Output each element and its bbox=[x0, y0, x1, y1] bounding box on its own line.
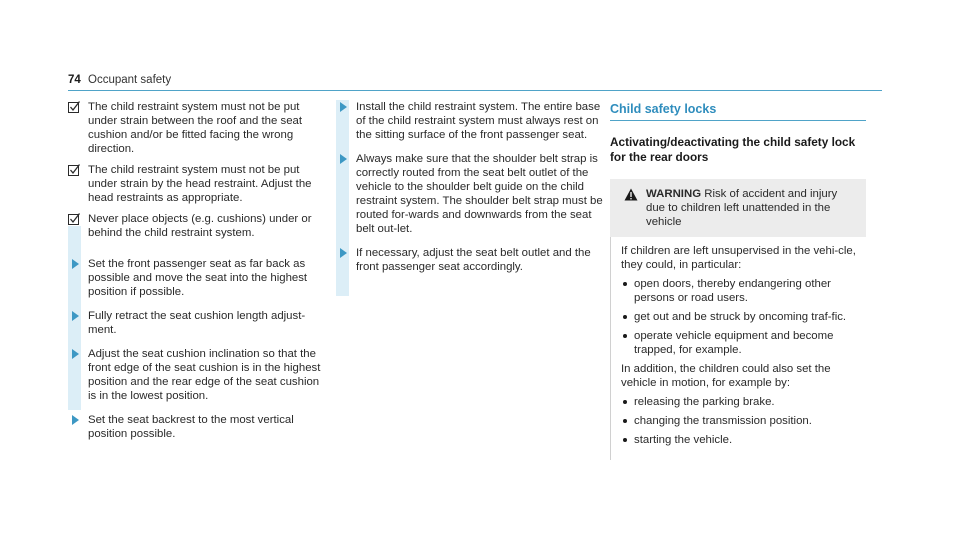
checklist bbox=[68, 100, 330, 240]
checklist-text: Never place objects (e.g. cushions) under or behind the child restraint system. bbox=[88, 213, 312, 239]
arrow-right-icon bbox=[72, 311, 79, 321]
bullet-icon bbox=[623, 334, 627, 338]
list-item bbox=[621, 414, 858, 428]
warning-intro-2: In addition, the children could also set the vehicle in motion, for example by: bbox=[621, 363, 831, 389]
step-text: Adjust the seat cushion inclination so that the front edge of the seat cushion is in the highest position and the rear edge of the seat cushion is in the lowest position. bbox=[88, 348, 321, 402]
list-item-text: open doors, thereby endangering other persons or road users. bbox=[634, 278, 831, 304]
arrow-right-icon bbox=[340, 154, 347, 164]
step-text: Set the front passenger seat as far back as possible and move the seat into the highest position if possible. bbox=[88, 258, 308, 298]
step-text: If necessary, adjust the seat belt outlet and the front passenger seat accordingly. bbox=[356, 247, 591, 273]
warning-triangle-icon bbox=[624, 188, 638, 201]
warning-list bbox=[621, 277, 858, 357]
section-subtitle: Activating/deactivating the child safety lock for the rear doors bbox=[610, 135, 856, 164]
warning-word: WARNING bbox=[646, 188, 702, 200]
warning-head-text: Risk of accident and injury due to children left unattended in the vehicle bbox=[646, 188, 838, 228]
step-text: Fully retract the seat cushion length adjust-ment. bbox=[88, 310, 306, 336]
checklist-text: The child restraint system must not be put under strain by the head restraint. Adjust the head restraints as appropriate. bbox=[88, 164, 312, 204]
list-item bbox=[621, 433, 858, 447]
list-item-text: starting the vehicle. bbox=[634, 434, 733, 446]
step-item bbox=[68, 257, 330, 299]
bullet-icon bbox=[623, 282, 627, 286]
list-item-text: changing the transmission position. bbox=[634, 415, 812, 427]
warning-body bbox=[610, 237, 866, 460]
step-text: Install the child restraint system. The entire base of the child restraint system must always rest on the sitting surface of the front passenger seat. bbox=[356, 101, 601, 141]
bullet-icon bbox=[623, 315, 627, 319]
list-item bbox=[621, 329, 858, 357]
bullet-icon bbox=[623, 438, 627, 442]
step-item bbox=[68, 309, 330, 337]
arrow-right-icon bbox=[72, 415, 79, 425]
section-name: Occupant safety bbox=[88, 74, 172, 86]
warning-list-2 bbox=[621, 395, 858, 447]
column-middle bbox=[336, 100, 604, 284]
steps-list bbox=[336, 100, 604, 274]
step-item bbox=[68, 413, 330, 441]
checklist-item bbox=[68, 212, 330, 240]
warning-intro: If children are left unsupervised in the vehi-cle, they could, in particular: bbox=[621, 245, 856, 271]
arrow-right-icon bbox=[340, 248, 347, 258]
arrow-right-icon bbox=[72, 259, 79, 269]
checkbox-check-icon bbox=[68, 164, 80, 176]
bullet-icon bbox=[623, 419, 627, 423]
checklist-text: The child restraint system must not be put under strain between the roof and the seat cushion and/or be fitted facing the wrong direction. bbox=[88, 101, 303, 155]
list-item-text: releasing the parking brake. bbox=[634, 396, 775, 408]
checklist-item bbox=[68, 100, 330, 156]
checklist-item bbox=[68, 163, 330, 205]
arrow-right-icon bbox=[340, 102, 347, 112]
warning-header bbox=[610, 179, 866, 237]
bullet-icon bbox=[623, 400, 627, 404]
column-right bbox=[610, 100, 866, 460]
page-header bbox=[68, 72, 882, 91]
step-text: Set the seat backrest to the most vertical position possible. bbox=[88, 414, 294, 440]
step-text: Always make sure that the shoulder belt strap is correctly routed from the seat belt outlet of the vehicle to the shoulder belt guide on the child restraint system. The shoulder belt strap must be routed for-wards and downwards from the seat belt out-let. bbox=[356, 153, 603, 235]
list-item bbox=[621, 395, 858, 409]
warning-box bbox=[610, 179, 866, 460]
checkbox-check-icon bbox=[68, 213, 80, 225]
arrow-right-icon bbox=[72, 349, 79, 359]
list-item-text: operate vehicle equipment and become trapped, for example. bbox=[634, 330, 834, 356]
list-item bbox=[621, 310, 858, 324]
step-item bbox=[68, 347, 330, 403]
section-title: Child safety locks bbox=[610, 102, 866, 121]
list-item bbox=[621, 277, 858, 305]
step-item bbox=[336, 152, 604, 236]
checkbox-check-icon bbox=[68, 101, 80, 113]
step-item bbox=[336, 246, 604, 274]
list-item-text: get out and be struck by oncoming traf-fic. bbox=[634, 311, 847, 323]
page-number: 74 bbox=[68, 74, 81, 86]
steps-list bbox=[68, 257, 330, 441]
step-item bbox=[336, 100, 604, 142]
column-left bbox=[68, 100, 330, 451]
